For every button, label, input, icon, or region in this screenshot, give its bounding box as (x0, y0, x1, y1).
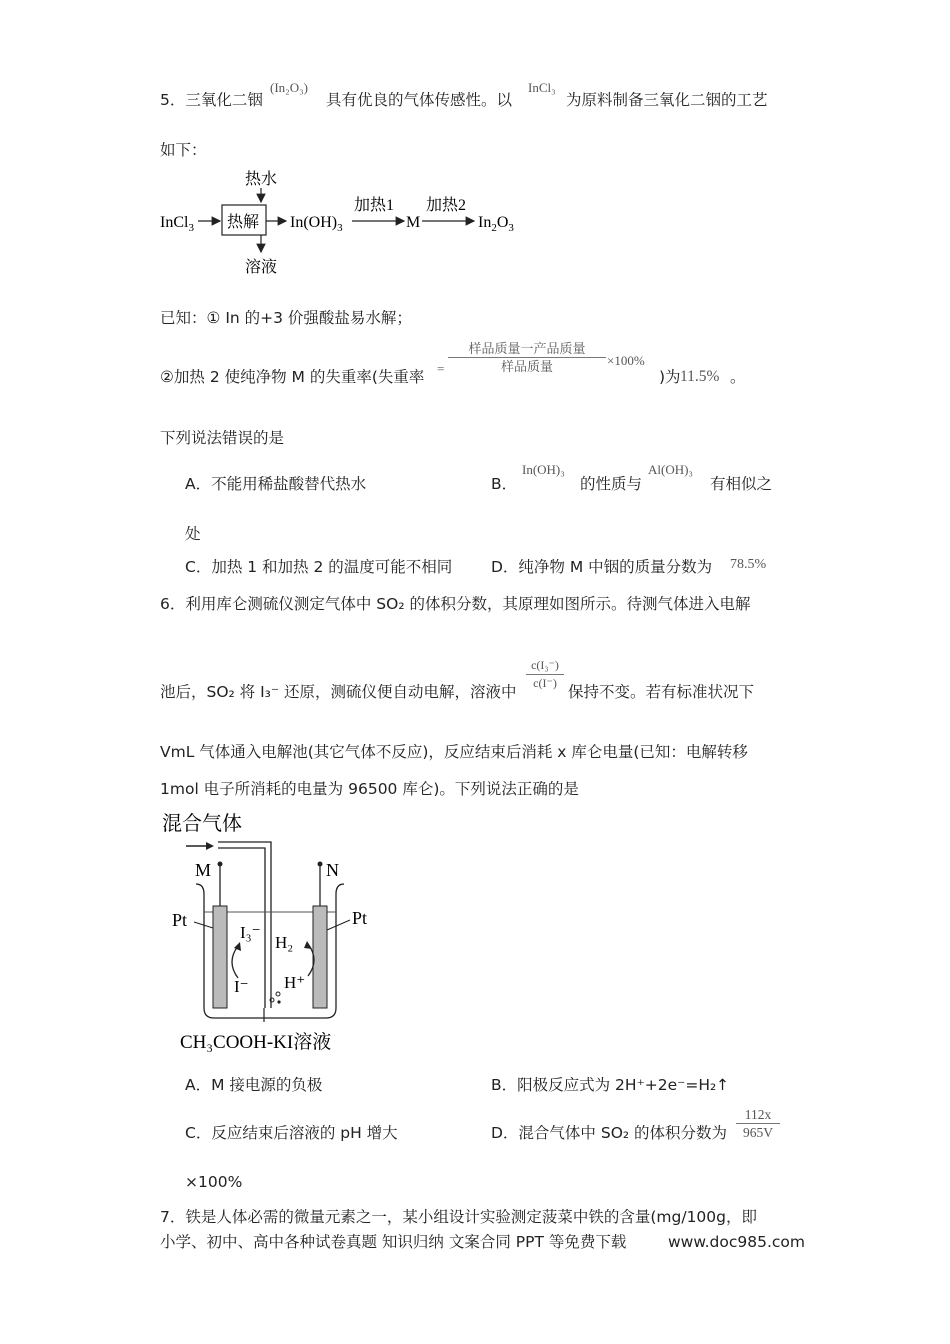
flow-box-label: 热解 (227, 214, 260, 231)
volume-denominator: 965V (743, 1125, 773, 1140)
q6-line2-b: 保持不变。若有标准状况下 (568, 683, 755, 701)
q5-line1-b: 具有优良的气体传感性。以 (326, 91, 513, 109)
q5-known1: 已知：① In 的+3 价强酸盐易水解； (160, 309, 412, 327)
q5-option-b-mid: 的性质与 (580, 475, 643, 493)
q6-option-d-cont: ×100% (185, 1173, 243, 1191)
volume-fraction (736, 1107, 780, 1140)
h-plus-label: H⁺ (284, 973, 306, 992)
q6-option-b: B．阳极反应式为 2H⁺+2e⁻=H₂↑ (491, 1076, 730, 1094)
i-minus-label: I⁻ (234, 977, 249, 996)
i3-label: I₃⁻ (240, 923, 261, 942)
right-electrode (313, 906, 327, 1008)
volume-numerator: 112x (736, 1107, 780, 1124)
gas-label: 混合气体 (162, 813, 242, 835)
q5-option-c: C．加热 1 和加热 2 的温度可能不相同 (185, 558, 453, 576)
terminal-m: M (195, 860, 212, 880)
left-reaction-arrow (232, 946, 238, 978)
q5-line2: 如下： (160, 141, 207, 159)
flow-final: $In_2O_3$ (478, 214, 514, 234)
formula-incl3: InCl₃ (528, 80, 556, 95)
process-flow-diagram (150, 160, 550, 280)
q5-known2-eq: = (437, 361, 445, 376)
q5-option-d: D．纯净物 M 中铟的质量分数为 (491, 558, 713, 576)
electrolysis-cell-diagram (160, 808, 380, 1058)
h2-label: H₂ (275, 933, 294, 952)
q5-known2-times: ×100% (607, 353, 645, 368)
left-electrode (213, 906, 227, 1008)
flow-top-input: 热水 (245, 171, 278, 188)
q5-known2-a: ②加热 2 使纯净物 M 的失重率(失重率 (160, 368, 425, 386)
pt-right-label: Pt (352, 908, 368, 928)
q5-option-d-val: 78.5% (730, 557, 767, 572)
q5-line1-c: 为原料制备三氧化二铟的工艺 (566, 91, 768, 109)
solution-label: CH₃COOH-KI溶液 (180, 1032, 332, 1053)
footer-url[interactable]: www.doc985.com (668, 1233, 805, 1251)
q6-line4: 1mol 电子所消耗的电量为 96500 库仑)。下列说法正确的是 (160, 780, 579, 798)
footer-left: 小学、初中、高中各种试卷真题 知识归纳 文案合同 PPT 等免费下载 (160, 1233, 627, 1251)
q5-option-b-end: 有相似之 (710, 475, 773, 493)
formula-in-oh-3: In(OH)₃ (522, 462, 565, 477)
ratio-denominator: c(I⁻) (533, 676, 557, 690)
flow-heat2: 加热2 (426, 197, 467, 214)
flow-heat1: 加热1 (354, 197, 395, 214)
flow-mid: M (406, 214, 421, 231)
formula-al-oh-3: Al(OH)₃ (648, 462, 693, 477)
q7-line1: 7．铁是人体必需的微量元素之一，某小组设计实验测定菠菜中铁的含量(mg/100g，即 (160, 1208, 757, 1226)
q6-line1: 6．利用库仑测硫仪测定气体中 SO₂ 的体积分数，其原理如图所示。待测气体进入电解 (160, 595, 751, 613)
q5-known2-b: )为 (659, 368, 681, 386)
ratio-fraction (526, 658, 564, 691)
pt-left-label: Pt (172, 910, 188, 930)
flow-product1: $In(OH)_3$ (290, 214, 343, 234)
q5-known2-val: 11.5% (680, 368, 720, 385)
q6-option-a: A．M 接电源的负极 (185, 1076, 323, 1094)
ratio-numerator: c(I₃⁻) (526, 658, 564, 675)
formula-in2o3: (In₂O₃) (270, 80, 308, 95)
mass-loss-numerator: 样品质量一产品质量 (448, 341, 606, 358)
q5-known2-c: 。 (730, 368, 746, 386)
terminal-n: N (326, 860, 339, 880)
q5-option-b-cont: 处 (185, 525, 201, 543)
flow-start: InCl$_3$ (160, 214, 194, 234)
q6-line3: VmL 气体通入电解池(其它气体不反应)，反应结束后消耗 x 库仑电量(已知：电解转移 (160, 743, 748, 761)
q6-option-d: D．混合气体中 SO₂ 的体积分数为 (491, 1124, 728, 1142)
q5-option-b-prefix: B． (491, 475, 518, 493)
q6-line2-a: 池后，SO₂ 将 I₃⁻ 还原，测硫仪便自动电解，溶液中 (160, 683, 517, 701)
mass-loss-fraction (448, 341, 606, 374)
flow-bottom-output: 溶液 (245, 259, 278, 276)
q5-option-a: A．不能用稀盐酸替代热水 (185, 475, 367, 493)
q5-line1-a: 5．三氧化二铟 (160, 91, 263, 109)
q5-question: 下列说法错误的是 (160, 429, 285, 447)
mass-loss-denominator: 样品质量 (500, 359, 553, 374)
q6-option-c: C．反应结束后溶液的 pH 增大 (185, 1124, 398, 1142)
